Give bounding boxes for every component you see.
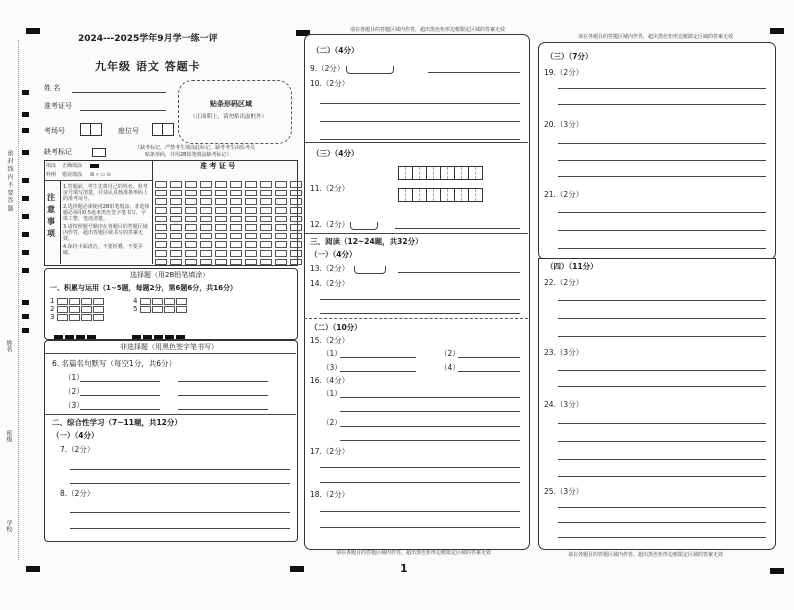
timing-mark bbox=[770, 568, 784, 574]
q12-label: 12.（2分） bbox=[310, 220, 350, 229]
exam-id-bubble-row[interactable] bbox=[155, 183, 293, 192]
q24-answer-line[interactable] bbox=[558, 441, 766, 442]
barcode-area[interactable] bbox=[178, 80, 292, 144]
m-sub3-title: （三）（4分） bbox=[312, 149, 359, 158]
timing-mark bbox=[22, 328, 29, 333]
room-label: 考场号 bbox=[44, 127, 65, 135]
q14-answer-line[interactable] bbox=[320, 313, 520, 314]
q19-answer-line[interactable] bbox=[558, 104, 766, 105]
q17-label: 17.（2分） bbox=[310, 447, 350, 456]
exam-id-bubble[interactable] bbox=[170, 259, 182, 266]
middle-top-note: 请在各题目的答题区域内作答，超出黑色矩形边框限定区域的答案无效 bbox=[350, 27, 506, 33]
q25-label: 25.（3分） bbox=[544, 487, 584, 496]
exam-id-bubble[interactable] bbox=[245, 259, 257, 266]
q8-answer-line[interactable] bbox=[70, 528, 290, 529]
q11-grid-cell[interactable] bbox=[454, 188, 469, 202]
barcode-note: （正面朝上，请勿贴出虚框外） bbox=[190, 114, 268, 120]
q24-answer-line[interactable] bbox=[558, 476, 766, 477]
q25-answer-line[interactable] bbox=[558, 537, 766, 538]
exam-id-bubble-row[interactable] bbox=[155, 174, 293, 183]
sidebar-class-label: 班级 bbox=[5, 430, 12, 442]
timing-mark bbox=[22, 112, 29, 117]
choice-row[interactable] bbox=[133, 305, 188, 313]
m-sub2-title: （二）（4分） bbox=[312, 46, 359, 55]
q20-answer-line[interactable] bbox=[558, 143, 766, 144]
q14-label: 14.（2分） bbox=[310, 279, 350, 288]
timing-mark bbox=[22, 128, 29, 133]
q25-answer-line[interactable] bbox=[558, 522, 766, 523]
q11-grid-cell[interactable] bbox=[426, 166, 441, 180]
notes-vdivider bbox=[60, 180, 61, 264]
notes-list bbox=[63, 184, 150, 256]
q6-answer-2a[interactable] bbox=[80, 395, 160, 396]
exam-id-bubble[interactable] bbox=[290, 259, 302, 266]
seal-text: 密 封 线 内 不 要 答 题 bbox=[6, 150, 13, 212]
r-sub4-title: （四）（11分） bbox=[546, 262, 598, 271]
exam-no-field[interactable] bbox=[80, 110, 166, 111]
barcode-title: 贴条形码区域 bbox=[210, 100, 252, 108]
note-item-3: 3.请按照题号顺序在各题目的答题区域内作答，超出答题区域书写的答案无效。 bbox=[63, 224, 148, 242]
exam-id-bubble-row[interactable] bbox=[155, 234, 293, 243]
exam-id-grid[interactable] bbox=[155, 174, 293, 262]
exam-id-bubble-row[interactable] bbox=[155, 226, 293, 235]
q15-answer-4[interactable] bbox=[458, 371, 520, 372]
q6-answer-3a[interactable] bbox=[80, 409, 160, 410]
q17-answer-line[interactable] bbox=[320, 467, 520, 468]
q8-label: 8.（2分） bbox=[60, 489, 95, 498]
note-item-4: 4.保持卡面清洁，不要折叠、不要弄破。 bbox=[63, 244, 143, 256]
q14-answer-line[interactable] bbox=[320, 299, 520, 300]
q15-label: 15.（2分） bbox=[310, 336, 350, 345]
q23-label: 23.（3分） bbox=[544, 348, 584, 357]
notes-title: 注意事项 bbox=[47, 193, 55, 238]
q9-label: 9.（2分） bbox=[310, 64, 345, 73]
exam-id-title: 准 考 证 号 bbox=[200, 162, 236, 170]
exam-id-bubble-row[interactable] bbox=[155, 191, 293, 200]
q16-answer-line[interactable] bbox=[340, 411, 520, 412]
q15-item-2: （2） bbox=[440, 349, 460, 358]
q11-grid-cell[interactable] bbox=[454, 166, 469, 180]
q13-answer-2[interactable] bbox=[398, 272, 520, 273]
q11-grid-cell[interactable] bbox=[468, 166, 483, 180]
choice-row[interactable] bbox=[50, 297, 105, 305]
q7-label: 7.（2分） bbox=[60, 445, 95, 454]
exam-id-bubble[interactable] bbox=[260, 259, 272, 266]
choice-number: 4 bbox=[133, 297, 138, 305]
q8-answer-line[interactable] bbox=[70, 512, 290, 513]
exam-no-label: 准考证号 bbox=[44, 102, 72, 110]
q11-grid-cell[interactable] bbox=[412, 166, 427, 180]
absent-checkbox[interactable] bbox=[92, 148, 106, 157]
q20-label: 20.（3分） bbox=[544, 120, 584, 129]
q21-answer-line[interactable] bbox=[558, 248, 766, 249]
q24-answer-line[interactable] bbox=[558, 423, 766, 424]
nonchoice-divider bbox=[44, 353, 296, 354]
q9-answer-2[interactable] bbox=[428, 72, 520, 73]
q23-answer-line[interactable] bbox=[558, 370, 766, 371]
q11-grid-cell[interactable] bbox=[398, 188, 413, 202]
absent-note-line1: （缺考标记，严禁考生填涂此标记。缺考考生由监考员 bbox=[135, 145, 256, 151]
q15-item-1: （1） bbox=[322, 349, 342, 358]
q24-answer-line[interactable] bbox=[558, 459, 766, 460]
timing-mark bbox=[770, 28, 784, 34]
q12-answer-1[interactable] bbox=[350, 222, 378, 230]
exam-id-bubble[interactable] bbox=[155, 259, 167, 266]
exam-id-bubble-row[interactable] bbox=[155, 200, 293, 209]
q11-grid-cell[interactable] bbox=[440, 188, 455, 202]
binding-strip bbox=[2, 40, 19, 560]
m-divider-2 bbox=[304, 233, 528, 234]
seat-label: 座位号 bbox=[118, 127, 139, 135]
q12-answer-2[interactable] bbox=[395, 228, 520, 229]
q11-grid-cell[interactable] bbox=[468, 188, 483, 202]
q17-answer-line[interactable] bbox=[320, 482, 520, 483]
choice-number: 5 bbox=[133, 305, 138, 313]
timing-mark bbox=[22, 196, 29, 201]
fill-label-2: 样例 bbox=[46, 172, 57, 178]
timing-mark bbox=[26, 566, 40, 572]
q21-answer-line[interactable] bbox=[558, 212, 766, 213]
q19-answer-line[interactable] bbox=[558, 88, 766, 89]
q18-answer-line[interactable] bbox=[320, 511, 520, 512]
q15-item-4: （4） bbox=[440, 363, 460, 372]
q16-answer-line[interactable] bbox=[340, 426, 520, 427]
exam-title: 2024---2025学年9月学一练一评 bbox=[78, 34, 218, 44]
choice-rows-left bbox=[50, 297, 105, 321]
fill-vdivider bbox=[152, 160, 153, 264]
middle-bottom-note: 请在各题目的答题区域内作答，超出黑色矩形边框限定区域的答案无效 bbox=[336, 550, 492, 556]
q16-item-1: （1） bbox=[322, 389, 342, 398]
m-divider-3 bbox=[304, 318, 528, 319]
exam-id-bubble-row[interactable] bbox=[155, 208, 293, 217]
exam-id-bubble[interactable] bbox=[200, 259, 212, 266]
timing-mark bbox=[22, 214, 29, 219]
fill-correct-sample bbox=[90, 164, 99, 168]
q6-item-1: （1） bbox=[64, 373, 84, 382]
timing-mark bbox=[22, 314, 29, 319]
q22-answer-line[interactable] bbox=[558, 318, 766, 319]
q16-label: 16.（4分） bbox=[310, 376, 350, 385]
q18-label: 18.（2分） bbox=[310, 490, 350, 499]
right-bottom-note: 请在各题目的答题区域内作答，超出黑色矩形边框限定区域的答案无效 bbox=[568, 552, 724, 558]
exam-id-bubble[interactable] bbox=[215, 259, 227, 266]
q15-answer-2[interactable] bbox=[458, 357, 520, 358]
q11-label: 11.（2分） bbox=[310, 184, 350, 193]
q10-label: 10.（2分） bbox=[310, 79, 350, 88]
choice-section1: 一、积累与运用（1~5题，每题2分，第6题6分，共16分） bbox=[50, 284, 237, 292]
exam-subtitle: 九年级 语文 答题卡 bbox=[95, 60, 201, 73]
fill-label-1: 填涂 bbox=[46, 163, 57, 169]
fill-correct: 正确填涂 bbox=[62, 163, 83, 169]
section2-title: 二、综合性学习（7~11题，共12分） bbox=[52, 418, 182, 427]
q6-label: 6. 名篇名句默写（每空1分，共6分） bbox=[52, 359, 177, 368]
note-item-2: 2.选择题必须使用2B铅笔填涂；非选择题必须用0.5毫米黑色签字笔书写，字体工整，笔迹清楚。 bbox=[63, 204, 150, 222]
right-top-note: 请在各题目的答题区域内作答，超出黑色矩形边框限定区域的答案无效 bbox=[578, 34, 734, 40]
q20-answer-line[interactable] bbox=[558, 160, 766, 161]
q7-answer-line[interactable] bbox=[70, 483, 290, 484]
name-field[interactable] bbox=[72, 92, 166, 93]
q10-answer-line[interactable] bbox=[320, 139, 520, 140]
page-number: 1 bbox=[400, 562, 408, 575]
q11-grid-cell[interactable] bbox=[426, 188, 441, 202]
room-field-2[interactable] bbox=[90, 123, 102, 136]
nonchoice-title: 非选择题（用黑色签字笔书写） bbox=[120, 343, 218, 351]
exam-id-bubble[interactable] bbox=[185, 259, 197, 266]
choice-row[interactable] bbox=[50, 313, 105, 321]
q18-answer-line[interactable] bbox=[320, 527, 520, 528]
fill-wrong: 错误填涂 bbox=[62, 172, 83, 178]
exam-id-bubble[interactable] bbox=[275, 259, 287, 266]
q11-grid-cell[interactable] bbox=[398, 166, 413, 180]
q19-label: 19.（2分） bbox=[544, 68, 584, 77]
note-item-1: 1.答题前，考生先将自己的姓名、准考证号填写清楚，并请认真核准条形码上的准考证号。 bbox=[63, 184, 149, 202]
q15-answer-3[interactable] bbox=[340, 371, 416, 372]
m-sub-r2-title: （二）（10分） bbox=[310, 323, 362, 332]
choice-row[interactable] bbox=[133, 297, 188, 305]
timing-mark bbox=[22, 250, 29, 255]
section2-divider bbox=[44, 414, 296, 415]
absent-note-line2: 贴条形码，并用2B铅笔填涂缺考标记） bbox=[145, 152, 232, 158]
q21-answer-line[interactable] bbox=[558, 230, 766, 231]
q22-answer-line[interactable] bbox=[558, 336, 766, 337]
seat-field-2[interactable] bbox=[162, 123, 174, 136]
q6-answer-1b[interactable] bbox=[178, 381, 268, 382]
fill-wrong-sample: ☒ ☓ ▭ ⊙ bbox=[90, 172, 111, 178]
q7-answer-line[interactable] bbox=[70, 469, 290, 470]
timing-mark bbox=[22, 90, 29, 95]
q13-label: 13.（2分） bbox=[310, 264, 350, 273]
q25-answer-line[interactable] bbox=[558, 507, 766, 508]
sidebar-name-label: 姓名 bbox=[5, 340, 12, 352]
choice-title: 选择题（用2B铅笔填涂） bbox=[130, 271, 210, 279]
timing-mark bbox=[22, 178, 29, 183]
choice-rows-right bbox=[133, 297, 188, 313]
q6-item-3: （3） bbox=[64, 401, 84, 410]
exam-id-bubble-row[interactable] bbox=[155, 251, 293, 260]
exam-id-bubble-row[interactable] bbox=[155, 243, 293, 252]
timing-mark bbox=[290, 566, 304, 572]
absent-label: 缺考标记 bbox=[44, 148, 72, 156]
choice-number: 3 bbox=[50, 313, 55, 321]
q16-answer-line[interactable] bbox=[340, 397, 520, 398]
q11-grid-cell[interactable] bbox=[412, 188, 427, 202]
q23-answer-line[interactable] bbox=[558, 386, 766, 387]
q6-item-2: （2） bbox=[64, 387, 84, 396]
q22-label: 22.（2分） bbox=[544, 278, 584, 287]
q11-grid-cell[interactable] bbox=[440, 166, 455, 180]
timing-mark bbox=[22, 150, 29, 155]
q24-label: 24.（3分） bbox=[544, 400, 584, 409]
q15-item-3: （3） bbox=[322, 363, 342, 372]
choice-number: 2 bbox=[50, 305, 55, 313]
middle-panel bbox=[304, 34, 530, 550]
name-label: 姓 名 bbox=[44, 84, 61, 92]
q10-answer-line[interactable] bbox=[320, 121, 520, 122]
q6-answer-3b[interactable] bbox=[178, 409, 268, 410]
q15-answer-1[interactable] bbox=[340, 357, 416, 358]
exam-id-bubble-row[interactable] bbox=[155, 217, 293, 226]
q13-answer-1[interactable] bbox=[354, 266, 386, 274]
q9-answer-1[interactable] bbox=[346, 66, 394, 74]
q16-answer-line[interactable] bbox=[340, 440, 520, 441]
section3-title: 三、阅读（12~24题，共32分） bbox=[310, 237, 423, 246]
timing-mark bbox=[22, 268, 29, 273]
m-divider-1 bbox=[304, 142, 528, 143]
q10-answer-line[interactable] bbox=[320, 103, 520, 104]
r-sub3-title: （三）（7分） bbox=[546, 52, 593, 61]
sub1-title: （一）（4分） bbox=[52, 431, 99, 440]
q6-answer-2b[interactable] bbox=[178, 395, 268, 396]
q16-item-2: （2） bbox=[322, 418, 342, 427]
choice-number: 1 bbox=[50, 297, 55, 305]
q21-label: 21.（2分） bbox=[544, 190, 584, 199]
timing-mark bbox=[26, 28, 40, 34]
q6-answer-1a[interactable] bbox=[80, 381, 160, 382]
q22-answer-line[interactable] bbox=[558, 300, 766, 301]
choice-row[interactable] bbox=[50, 305, 105, 313]
exam-id-bubble[interactable] bbox=[230, 259, 242, 266]
timing-mark bbox=[22, 232, 29, 237]
timing-mark bbox=[22, 300, 29, 305]
q20-answer-line[interactable] bbox=[558, 176, 766, 177]
sidebar-school-label: 学校 bbox=[5, 520, 12, 532]
m-sub-r1-title: （一）（4分） bbox=[310, 250, 357, 259]
